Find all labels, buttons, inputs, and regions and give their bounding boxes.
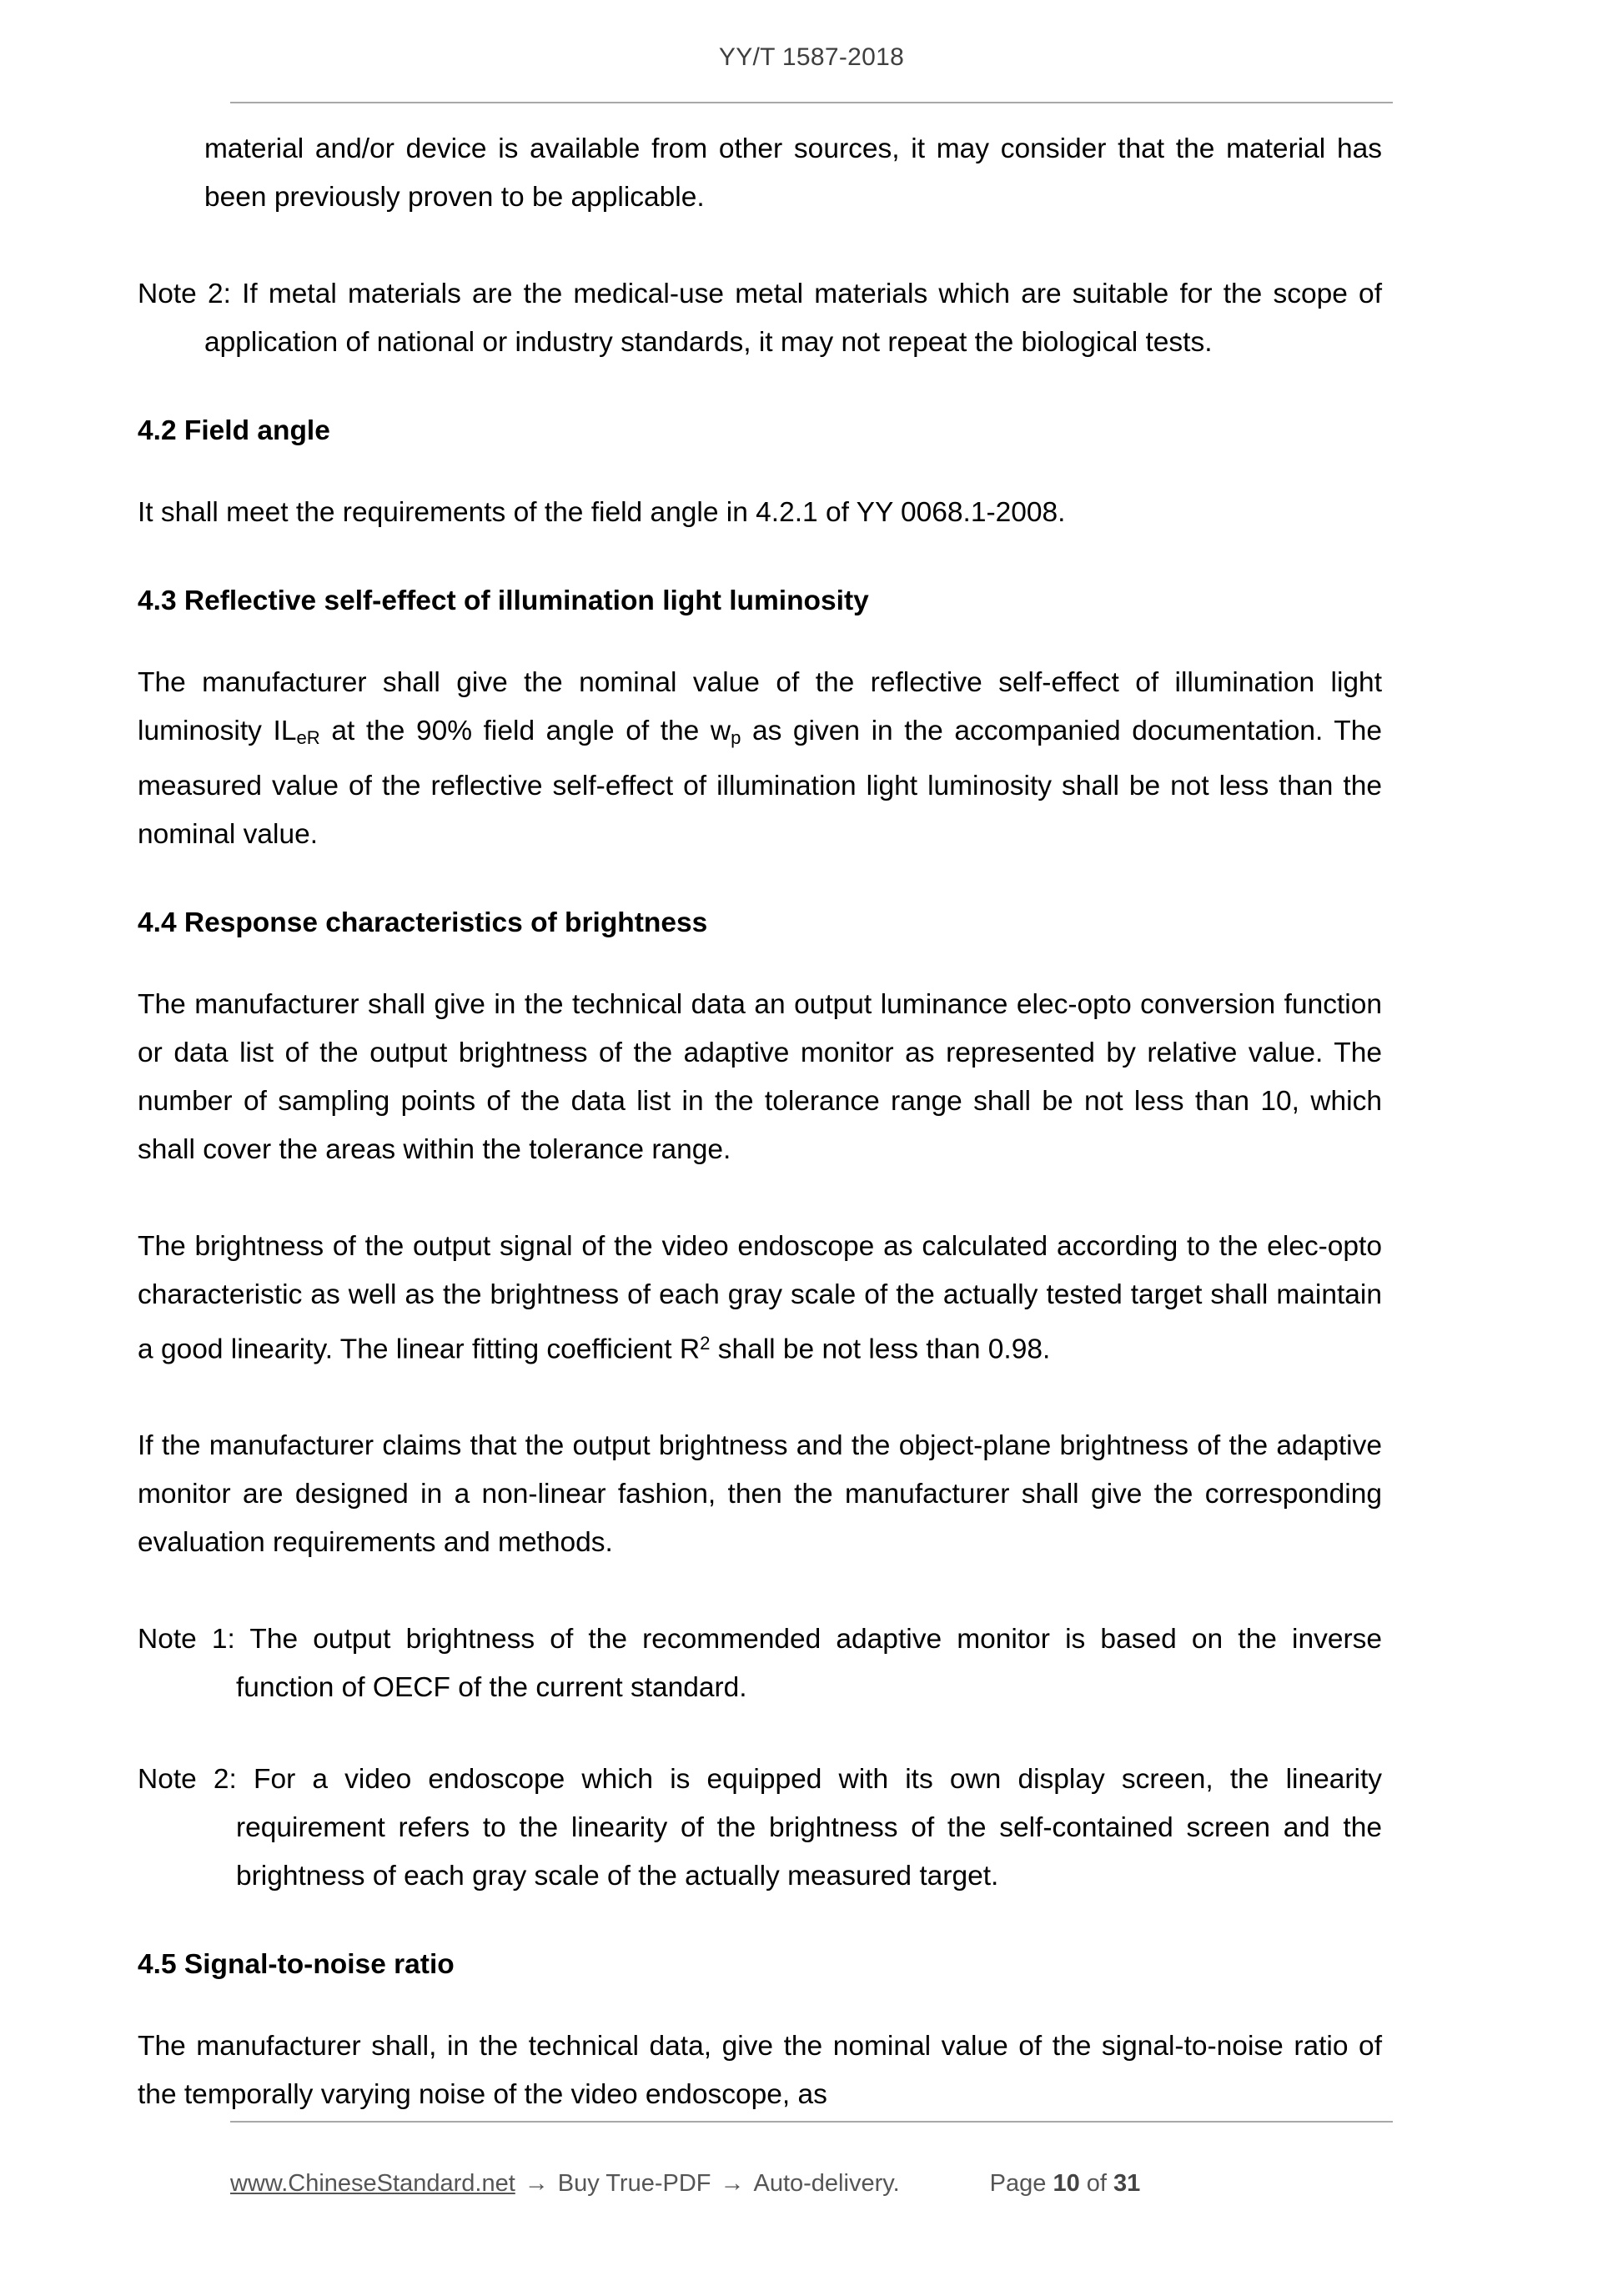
page-total: 31 [1113, 2169, 1141, 2197]
footer-promo-delivery: Auto-delivery. [753, 2169, 900, 2197]
note-2-label: Note 2: [138, 1764, 237, 1796]
paragraph-4-3-part2: at the 90% field angle of the w [319, 716, 731, 746]
paragraph-4-4-3: If the manufacturer claims that the output brightness and the object-plane brightness of the adaptive monitor are designed in a non-linear fashion, then the manufacturer shall give the corresponding evaluation requirements and methods. [138, 1430, 1382, 1559]
of-word: of [1086, 2169, 1107, 2197]
spacer [138, 1901, 1382, 1944]
page-word: Page [989, 2169, 1047, 2197]
spacer [138, 537, 1382, 580]
heading-4-3: 4.3 Reflective self-effect of illumination light luminosity [138, 585, 869, 616]
heading-4-4: 4.4 Response characteristics of brightness [138, 907, 708, 938]
spacer [138, 452, 1382, 489]
spacer [138, 622, 1382, 659]
note-2-section-4-4 [138, 1756, 1382, 1901]
spacer [138, 367, 1382, 410]
standard-number: YY/T 1587-2018 [718, 43, 905, 71]
note-2-text: For a video endoscope which is equipped with its own display screen, the linearity requirement refers to the linearity of the brightness of the self-contained screen and the brightness of each gray scale of the actually measured target. [236, 1764, 1382, 1892]
paragraph-4-4-2-part1: The brightness of the output signal of the video endoscope as calculated according to the elec-opto characteristic as well as the brightness of each gray scale of the actually tested target shall maintain a good linearity. The linear fitting coefficient R [138, 1230, 1382, 1365]
paragraph-4-4-1: The manufacturer shall give in the technical data an output luminance elec-opto conversion function or data list of the output brightness of the adaptive monitor as represented by relative value. The number of sampling points of the data list in the tolerance range shall be not less than 10, which shall cover the areas within the tolerance range. [138, 988, 1382, 1165]
spacer [138, 1374, 1382, 1422]
spacer [138, 859, 1382, 902]
paragraph-4-2: It shall meet the requirements of the field angle in 4.2.1 of YY 0068.1-2008. [138, 497, 1066, 528]
footer-promo-buy: Buy True-PDF [557, 2169, 711, 2197]
paragraph-4-3-part1: The manufacturer shall give the nominal value of the reflective self-effect of illumination light luminosity IL [138, 667, 1382, 746]
paragraph-4-3-part3: as given in the accompanied documentation. The measured value of the reflective self-effect of illumination light luminosity shall be not less than the nominal value. [138, 716, 1383, 850]
note-2-top-label: Note 2: [138, 279, 231, 309]
note-1-text: The output brightness of the recommended adaptive monitor is based on the inverse function of OECF of the current standard. [236, 1624, 1382, 1704]
footer-divider [230, 2121, 1393, 2123]
note-2-top-text: If metal materials are the medical-use metal materials which are suitable for the scope of application of national or industry standards, it may not repeat the biological tests. [204, 279, 1382, 358]
page-indicator [990, 2170, 1141, 2198]
subscript-er: eR [296, 726, 320, 748]
page-current: 10 [1053, 2169, 1080, 2197]
note-1-label: Note 1: [138, 1624, 235, 1655]
paragraph-4-5: The manufacturer shall, in the technical data, give the nominal value of the signal-to-noise ratio of the temporally varying noise of the video endoscope, as [138, 2031, 1382, 2111]
chinese-standard-link[interactable]: www.ChineseStandard.net [230, 2169, 515, 2197]
document-content [138, 125, 1382, 2119]
subscript-p: p [731, 726, 741, 748]
spacer [138, 222, 1382, 270]
note-1-section-4-4 [138, 1615, 1382, 1712]
page-header [0, 43, 1623, 72]
paragraph-4-4-2-part2: shall be not less than 0.98. [710, 1334, 1051, 1365]
note-2-top [138, 270, 1382, 367]
spacer [138, 1986, 1382, 2022]
spacer [138, 1174, 1382, 1223]
superscript-2: 2 [700, 1332, 711, 1354]
heading-4-2: 4.2 Field angle [138, 415, 330, 446]
heading-4-5: 4.5 Signal-to-noise ratio [138, 1949, 455, 1981]
page-footer [230, 2164, 1393, 2203]
spacer [138, 944, 1382, 981]
arrow-right-icon: → [720, 2169, 745, 2197]
continued-paragraph: material and/or device is available from other sources, it may consider that the material has been previously proven to be applicable. [204, 133, 1382, 213]
footer-promo [230, 2170, 900, 2198]
spacer [138, 1712, 1382, 1756]
arrow-right-icon: → [524, 2169, 549, 2197]
spacer [138, 1567, 1382, 1615]
paragraph-4-4-2 [138, 1223, 1382, 1374]
paragraph-4-3 [138, 659, 1382, 859]
header-divider [230, 102, 1393, 103]
